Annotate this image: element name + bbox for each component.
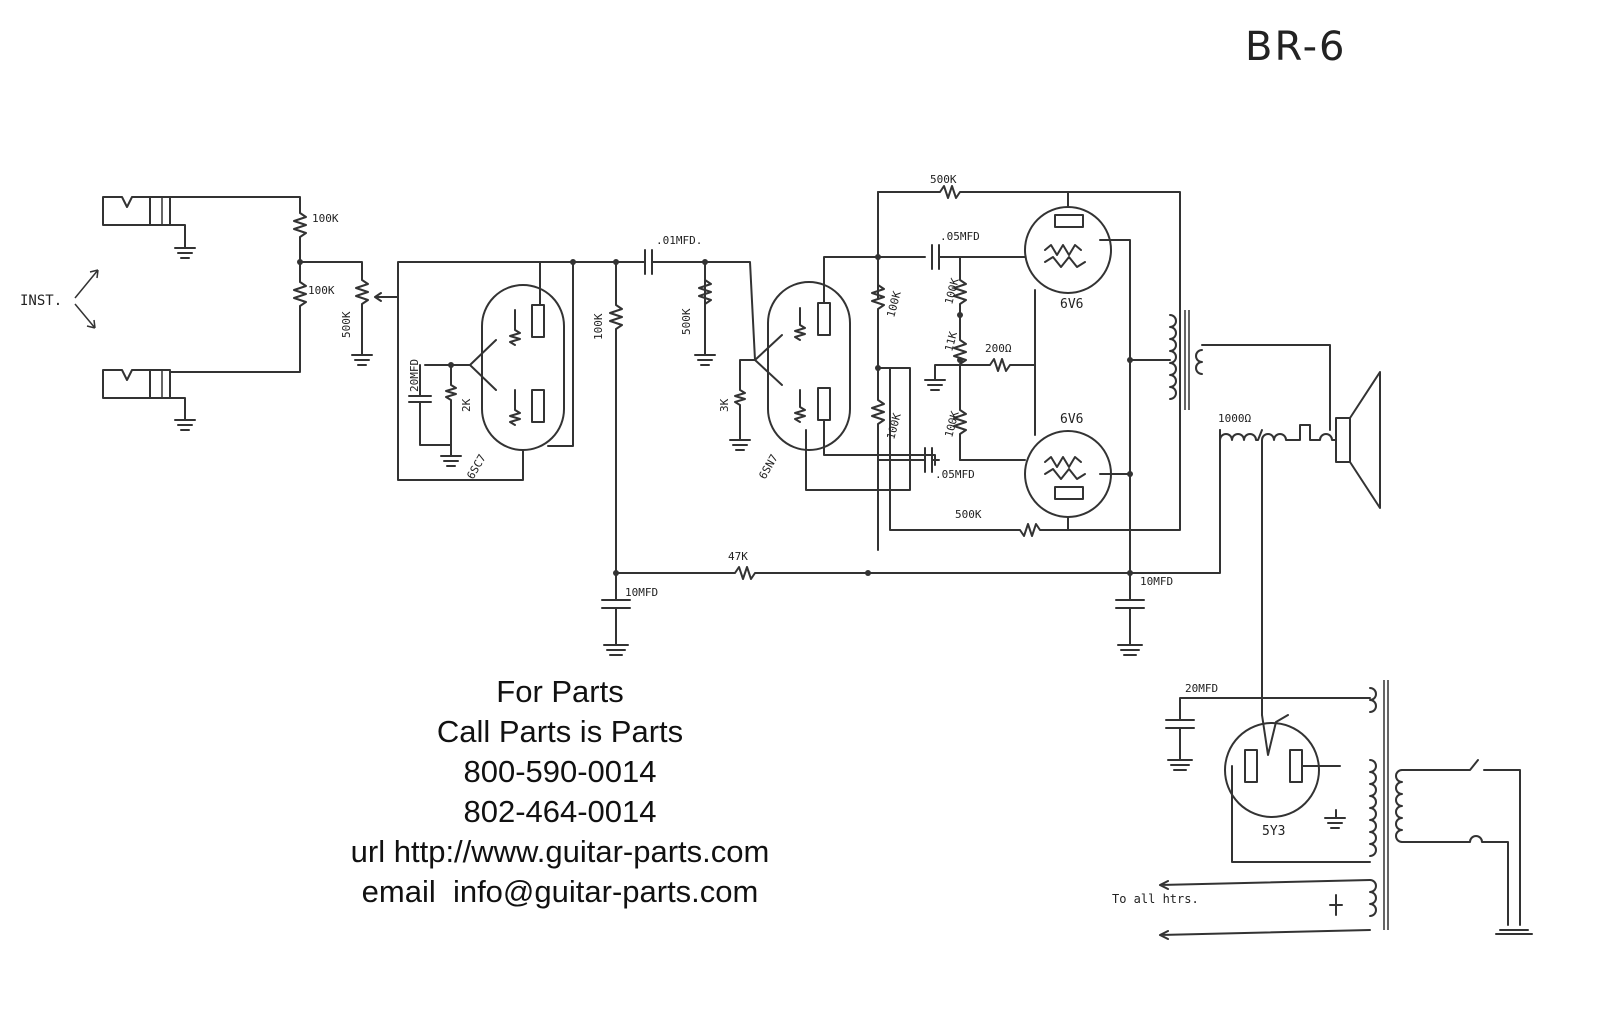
r-100k-plate-label: 100K [592, 313, 605, 340]
tube-6sc7 [470, 285, 564, 450]
input-resistor-network [170, 197, 306, 372]
heaters-label: To all htrs. [1112, 892, 1199, 906]
r-11k-label: 11K [942, 330, 961, 353]
info-line-2: Call Parts is Parts [436, 714, 684, 749]
contact-info [300, 672, 820, 912]
input-jack-2 [103, 370, 185, 420]
tube-5y3-label: 5Y3 [1262, 824, 1286, 839]
input-jack-1 [103, 197, 185, 248]
r-100k-pi-a-label: 100K [884, 289, 904, 319]
tube-6v6-bot-label: 6V6 [1060, 412, 1084, 427]
tube-6v6-bottom [1025, 431, 1111, 517]
ground-6sc7-icon [441, 445, 461, 466]
r-100k-grid-bot-label: 100K [942, 409, 962, 439]
cap-20mfd-b [1166, 698, 1370, 770]
info-email: email info@guitar-parts.com [361, 874, 759, 909]
r-100k-grid-top-label: 100K [942, 276, 962, 306]
r-500k-fb-bot-label: 500K [955, 508, 982, 521]
c-20mfd-b-label: 20MFD [1185, 682, 1219, 695]
r-100k-pi-b-label: 100K [884, 411, 904, 441]
c-20mfd-a-label: 20MFD [408, 358, 421, 392]
choke-1000-label: 1000Ω [1218, 412, 1252, 425]
volume-pot [300, 262, 368, 355]
heater-leads [1160, 880, 1370, 939]
r-500k-fb-top-label: 500K [930, 173, 957, 186]
r-2k-label: 2K [460, 398, 473, 412]
mains-wiring [1402, 760, 1520, 925]
tube-6sc7-label: 6SC7 [464, 452, 489, 482]
c-05mfd-bot-label: .05MFD [935, 468, 975, 481]
inst-label: INST. [20, 293, 63, 309]
tube-6v6-top-label: 6V6 [1060, 297, 1084, 312]
info-line-1: For Parts [496, 674, 624, 709]
tube-6sn7-label: 6SN7 [756, 452, 781, 482]
speaker-icon [1336, 372, 1380, 508]
ground-jack-2 [175, 420, 195, 430]
r-500k-vol-label: 500K [340, 311, 353, 338]
tube-6sn7 [755, 282, 850, 450]
ground-vol-icon [352, 355, 372, 365]
c-01mfd-label: .01MFD. [656, 234, 703, 247]
r-500k-grid-label: 500K [680, 308, 693, 335]
info-phone-1: 800-590-0014 [463, 754, 657, 789]
c-05mfd-top-label: .05MFD [940, 230, 980, 243]
r-47k-label: 47K [728, 550, 748, 563]
c-10mfd-b-label: 10MFD [1140, 575, 1174, 588]
tube-6v6-top [1025, 207, 1111, 293]
r-100k-a-label: 100K [312, 212, 339, 225]
ground-jack-1 [175, 248, 195, 258]
r-100k-b-label: 100K [308, 284, 335, 297]
choke-1000 [1220, 430, 1262, 440]
info-url: url http://www.guitar-parts.com [350, 834, 770, 869]
r-3k-label: 3K [718, 398, 731, 412]
model-title: BR-6 [1245, 24, 1347, 70]
coupling-cap-01 [640, 250, 711, 355]
plug-icon [1496, 930, 1532, 934]
c-10mfd-a-label: 10MFD [625, 586, 659, 599]
info-phone-2: 802-464-0014 [463, 794, 657, 829]
r-200-label: 200Ω [985, 342, 1012, 355]
inst-arrows [75, 270, 98, 328]
power-transformer [1370, 680, 1402, 930]
plate-load-resistor [610, 262, 622, 573]
